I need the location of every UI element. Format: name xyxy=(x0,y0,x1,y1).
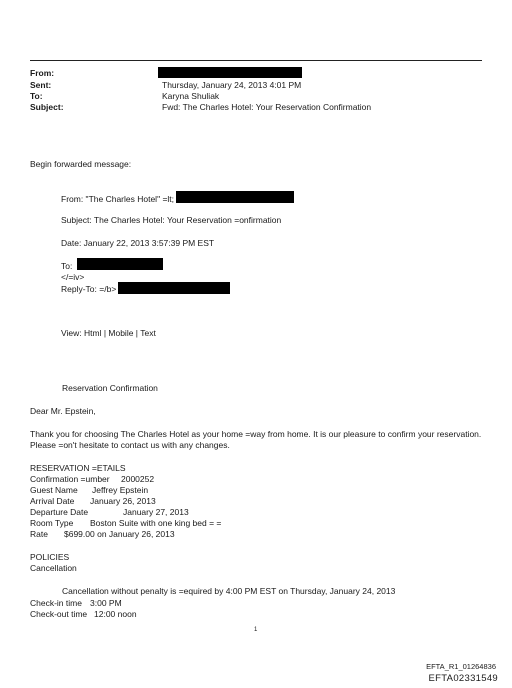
cancellation-text: Cancellation without penalty is =equired by 4:00 PM EST on Thursday, January 24, 2013 xyxy=(62,586,396,596)
greeting: Dear Mr. Epstein, xyxy=(30,406,96,416)
forward-view-line: View: Html | Mobile | Text xyxy=(61,328,156,338)
reservation-title: Reservation Confirmation xyxy=(62,383,158,393)
paragraph-2: Please =on't hesitate to contact us with any changes. xyxy=(30,440,230,450)
detail-label-arrival: Arrival Date xyxy=(30,496,75,506)
policies-heading: POLICIES xyxy=(30,552,70,562)
detail-value-room-type: Boston Suite with one king bed = = xyxy=(90,518,222,528)
forward-subject-line: Subject: The Charles Hotel: Your Reservation =onfirmation xyxy=(61,215,282,225)
subject-value: Fwd: The Charles Hotel: Your Reservation Confirmation xyxy=(162,102,372,112)
forward-to-line: To: xyxy=(61,261,73,271)
forward-from-redaction xyxy=(176,191,294,203)
detail-label-confirmation: Confirmation =umber xyxy=(30,474,110,484)
forward-date-line: Date: January 22, 2013 3:57:39 PM EST xyxy=(61,238,215,248)
detail-value-rate: $699.00 on January 26, 2013 xyxy=(64,529,175,539)
forward-from-line: From: "The Charles Hotel" =lt; xyxy=(61,194,175,204)
checkin-label: Check-in time xyxy=(30,598,82,608)
to-value: Karyna Shuliak xyxy=(162,91,220,101)
sent-value: Thursday, January 24, 2013 4:01 PM xyxy=(162,80,302,90)
checkout-value: 12:00 noon xyxy=(94,609,137,619)
forward-iv-line: </=iv> xyxy=(61,272,85,282)
details-heading: RESERVATION =ETAILS xyxy=(30,463,126,473)
detail-value-arrival: January 26, 2013 xyxy=(90,496,156,506)
cancellation-heading: Cancellation xyxy=(30,563,77,573)
detail-label-departure: Departure Date xyxy=(30,507,89,517)
bates-number-2: EFTA02331549 xyxy=(428,673,498,684)
subject-label: Subject: xyxy=(30,102,64,112)
detail-label-rate: Rate xyxy=(30,529,48,539)
detail-value-departure: January 27, 2013 xyxy=(123,507,189,517)
detail-value-guest-name: Jeffrey Epstein xyxy=(92,485,149,495)
sent-label: Sent: xyxy=(30,80,52,90)
detail-label-room-type: Room Type xyxy=(30,518,74,528)
paragraph-1: Thank you for choosing The Charles Hotel as your home =way from home. It is our pleasure to confirm your reservation. xyxy=(30,429,482,439)
forward-intro: Begin forwarded message: xyxy=(30,159,132,169)
page-number: 1 xyxy=(254,627,258,633)
from-redaction xyxy=(158,67,302,78)
checkin-value: 3:00 PM xyxy=(90,598,122,608)
checkout-label: Check-out time xyxy=(30,609,88,619)
from-label: From: xyxy=(30,68,55,78)
forward-reply-to-line: Reply-To: =/b> xyxy=(61,284,117,294)
bates-number-1: EFTA_R1_01264836 xyxy=(426,662,496,671)
detail-label-guest-name: Guest Name xyxy=(30,485,78,495)
header-top-rule xyxy=(30,60,482,61)
detail-value-confirmation: 2000252 xyxy=(121,474,155,484)
forward-to-redaction xyxy=(77,258,163,270)
to-label: To: xyxy=(30,91,43,101)
forward-reply-to-redaction xyxy=(118,282,230,294)
